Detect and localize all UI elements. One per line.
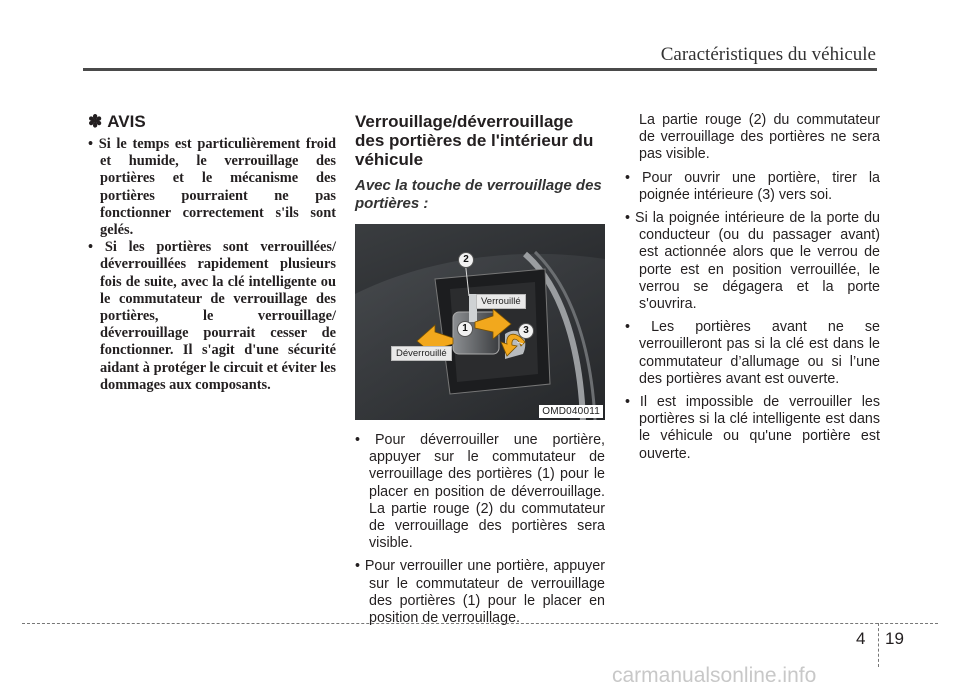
list-item: • Pour verrouiller une portière, appuyer sur le commutateur de verrouillage des portières (1) pour le placer en position de verrouillage. [355,558,605,627]
continued-paragraph: La partie rouge (2) du commutateur de verrouillage des portières ne sera pas visible. [639,112,880,163]
header-rule [83,68,877,71]
asterisk-icon: ✽ [88,112,103,131]
section-subheading: Avec la touche de verrouillage des portières : [355,177,602,212]
list-item: • Pour déverrouiller une portière, appuyer sur le commutateur de verrouillage des portières (1) pour le placer en position de déverrouillage. La partie rouge (2) du commutateur de verrouillage des portières sera visible. [355,432,605,552]
col2-list [355,432,605,627]
avis-title [88,112,336,132]
avis-column [88,112,336,394]
continued-column [625,112,880,469]
lock-section-column [355,112,605,633]
callout-unlocked: Déverrouillé [391,346,452,361]
watermark: carmanualsonline.info [612,664,817,687]
callout-number: 1 [457,321,473,337]
col3-list [625,170,880,463]
list-item: • Si la poignée intérieure de la porte du conducteur (ou du passager avant) est actionnée alors que le verrou de porte est en position verrouillée, le verrou se dégagera et la porte s'ouvrira. [625,210,880,313]
avis-item: • Si le temps est particulièrement froid et humide, le verrouillage des portières et le mécanisme des portières pourraient ne pas fonctionner correctement s'ils sont gelés. [88,136,336,239]
avis-title-text: AVIS [107,112,146,131]
callout-number: 2 [458,252,474,268]
footer-divider [878,623,879,667]
section-header-title: Caractéristiques du véhicule [660,44,876,65]
section-heading: Verrouillage/déverrouillage des portières de l'intérieur du véhicule [355,112,594,169]
list-item: • Il est impossible de verrouiller les portières si la clé intelligente est dans le véhicule ou qu'une portière est ouverte. [625,394,880,463]
avis-list [88,136,336,394]
callout-locked: Verrouillé [476,294,526,309]
footer-rule [22,623,938,624]
chapter-number: 4 [856,629,866,648]
avis-item: • Si les portières sont verrouillées/ déverrouillées rapidement plusieurs fois de suite, avec la clé intelligente ou le commutateur de verrouillage des portières, le verrouillage/ déverrouillage pourrait cesser de fonctionner. Il s'agit d'une sécurité aidant à protéger le circuit et éviter les dommages aux composants. [88,239,336,394]
figure-code: OMD040011 [539,405,603,418]
list-item: • Pour ouvrir une portière, tirer la poignée intérieure (3) vers soi. [625,170,880,204]
list-item: • Les portières avant ne se verrouilleront pas si la clé est dans le commutateur d’allumage ou si l’une des portières avant est ouverte. [625,319,880,388]
door-lock-illustration [355,224,605,420]
callout-number: 3 [518,323,534,339]
door-lock-figure [355,224,605,420]
page-number: 19 [885,629,904,648]
